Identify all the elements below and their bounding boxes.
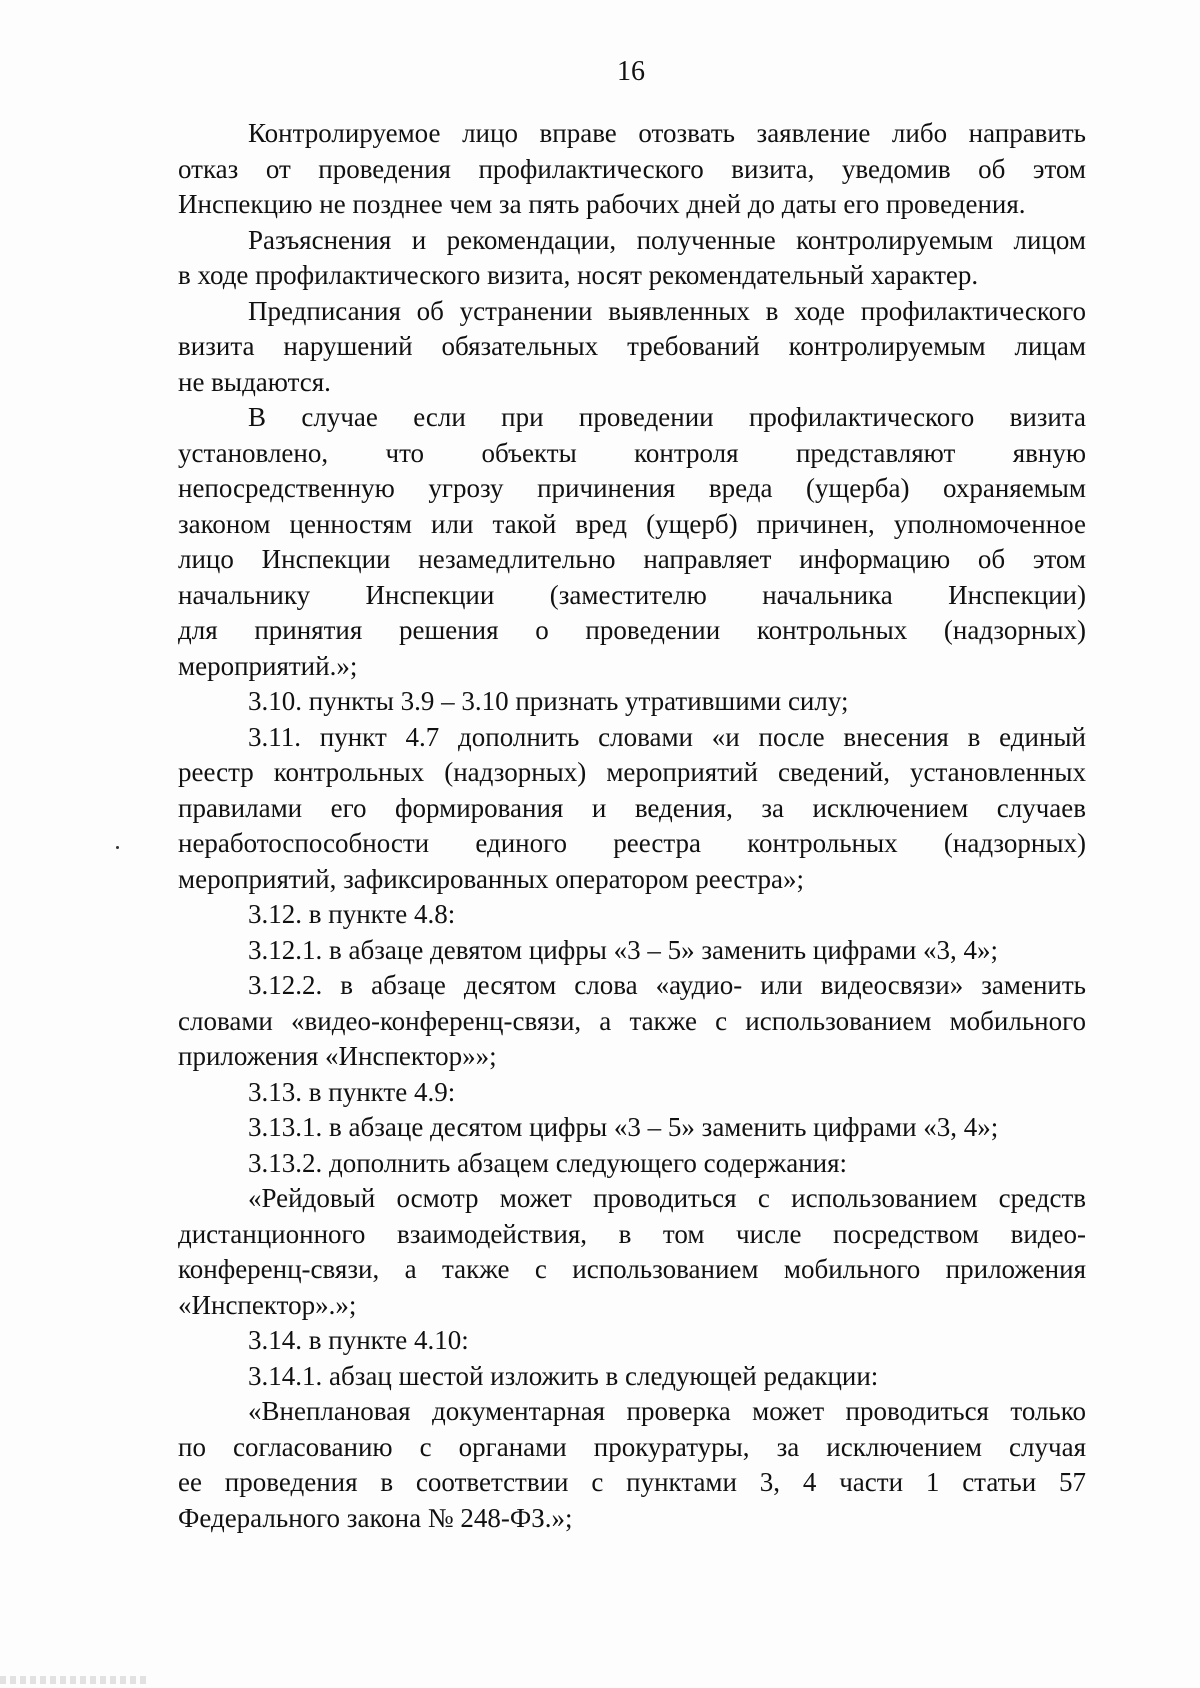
- text-line: 3.12.1. в абзаце девятом цифры «3 – 5» заменить цифрами «3, 4»;: [248, 934, 999, 965]
- text-line: «Внеплановая документарная проверка может проводиться только: [248, 1396, 1086, 1426]
- scan-speck: [116, 846, 119, 849]
- text-line: реестр контрольных (надзорных) мероприятий сведений, установленных: [178, 757, 1086, 787]
- paragraph: [178, 720, 1086, 898]
- text-line: по согласованию с органами прокуратуры, за исключением случая: [178, 1431, 1086, 1462]
- text-line: конференц-связи, а также с использованием мобильного приложения: [178, 1254, 1086, 1284]
- text-line: визита нарушений обязательных требований контролируемым лицам: [178, 331, 1086, 361]
- text-line: законом ценностям или такой вред (ущерб) причинен, уполномоченное: [178, 508, 1086, 539]
- text-line: ее проведения в соответствии с пунктами 3, 4 части 1 статьи 57: [178, 1467, 1086, 1497]
- text-line: неработоспособности единого реестра контрольных (надзорных): [178, 828, 1086, 858]
- text-line: Разъяснения и рекомендации, полученные контролируемым лицом: [248, 224, 1086, 255]
- paragraph: [178, 1394, 1086, 1536]
- text-line: Предписания об устранении выявленных в ходе профилактического: [248, 295, 1086, 326]
- text-line: 3.11. пункт 4.7 дополнить словами «и после внесения в единый: [248, 721, 1086, 752]
- text-line: 3.10. пункты 3.9 – 3.10 признать утратившими силу;: [248, 686, 849, 716]
- text-line: мероприятий, зафиксированных оператором реестра»;: [178, 863, 804, 894]
- page-number: 16: [617, 56, 645, 87]
- paragraph: [178, 684, 1086, 720]
- text-line: мероприятий.»;: [178, 650, 358, 681]
- paragraph: [178, 1181, 1086, 1323]
- text-line: 3.12. в пункте 4.8:: [248, 899, 456, 929]
- text-line: «Инспектор».»;: [178, 1289, 357, 1320]
- text-line: Инспекцию не позднее чем за пять рабочих дней до даты его проведения.: [178, 189, 1026, 219]
- paragraph: [178, 223, 1086, 294]
- paragraph: [178, 1146, 1086, 1182]
- paragraph: [178, 897, 1086, 933]
- paragraph: [178, 294, 1086, 401]
- scan-edge-artifact: [0, 1676, 150, 1684]
- text-line: Федерального закона № 248-ФЗ.»;: [178, 1502, 573, 1533]
- text-line: непосредственную угрозу причинения вреда (ущерба) охраняемым: [178, 473, 1086, 503]
- text-line: 3.14. в пункте 4.10:: [248, 1325, 469, 1355]
- text-line: дистанционного взаимодействия, в том числе посредством видео-: [178, 1218, 1086, 1249]
- text-line: лицо Инспекции незамедлительно направляет информацию об этом: [178, 544, 1086, 574]
- text-line: в ходе профилактического визита, носят рекомендательный характер.: [178, 260, 979, 290]
- text-line: начальнику Инспекции (заместителю начальника Инспекции): [178, 579, 1086, 610]
- paragraph: [178, 400, 1086, 684]
- text-line: 3.12.2. в абзаце десятом слова «аудио- или видеосвязи» заменить: [248, 970, 1086, 1000]
- text-line: правилами его формирования и ведения, за исключением случаев: [178, 792, 1086, 823]
- text-line: отказ от проведения профилактического визита, уведомив об этом: [178, 153, 1086, 184]
- text-line: приложения «Инспектор»»;: [178, 1041, 497, 1071]
- paragraph: [178, 116, 1086, 223]
- text-line: «Рейдовый осмотр может проводиться с использованием средств: [248, 1183, 1086, 1213]
- text-line: Контролируемое лицо вправе отозвать заявление либо направить: [248, 118, 1086, 148]
- paragraph: [178, 1110, 1086, 1146]
- paragraph: [178, 933, 1086, 969]
- text-line: 3.14.1. абзац шестой изложить в следующей редакции:: [248, 1360, 879, 1391]
- paragraph: [178, 1359, 1086, 1395]
- document-body: [178, 116, 1086, 1536]
- text-line: В случае если при проведении профилактического визита: [248, 402, 1086, 432]
- paragraph: [178, 1323, 1086, 1359]
- text-line: установлено, что объекты контроля представляют явную: [178, 437, 1086, 468]
- text-line: 3.13.2. дополнить абзацем следующего содержания:: [248, 1147, 848, 1178]
- paragraph: [178, 1075, 1086, 1111]
- text-line: не выдаются.: [178, 366, 331, 397]
- text-line: для принятия решения о проведении контрольных (надзорных): [178, 615, 1086, 645]
- text-line: 3.13.1. в абзаце десятом цифры «3 – 5» заменить цифрами «3, 4»;: [248, 1112, 999, 1142]
- text-line: 3.13. в пункте 4.9:: [248, 1076, 456, 1107]
- paragraph: [178, 968, 1086, 1075]
- text-line: словами «видео-конференц-связи, а также с использованием мобильного: [178, 1005, 1086, 1036]
